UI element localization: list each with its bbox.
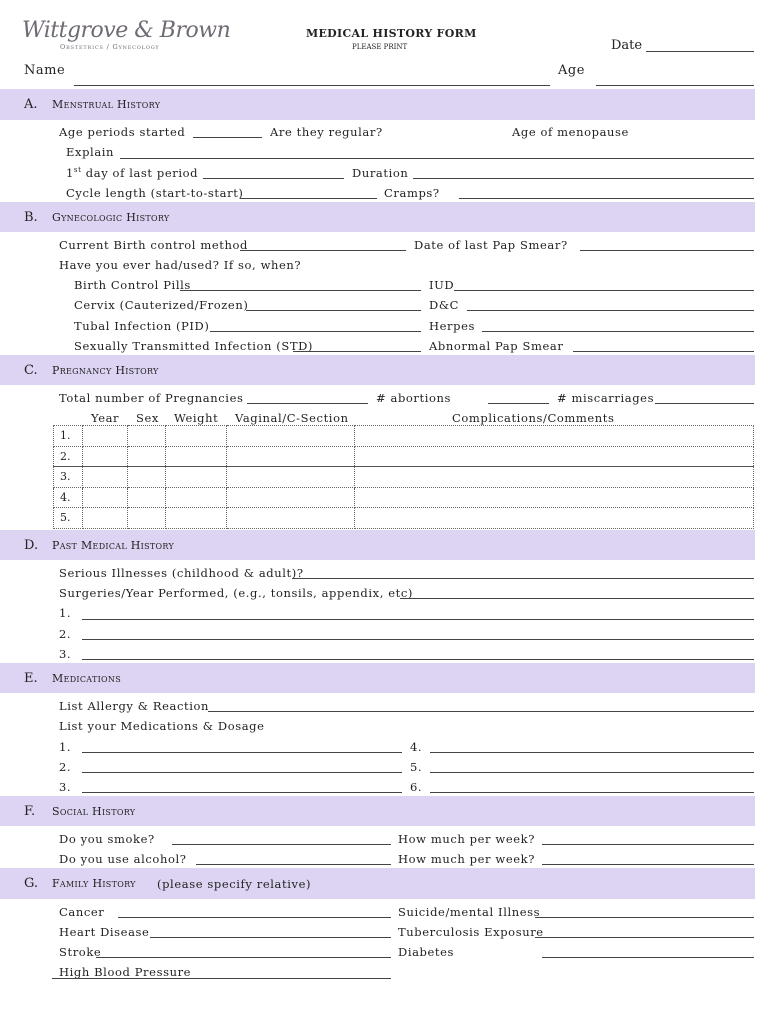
heart-disease-field[interactable]	[150, 937, 391, 938]
section-c-header	[0, 355, 755, 385]
cell-comments[interactable]	[355, 487, 754, 508]
last-period-field[interactable]	[203, 178, 344, 179]
cancer-label: Cancer	[59, 905, 105, 919]
surgery-field-1[interactable]	[82, 619, 754, 620]
explain-label: Explain	[66, 145, 115, 159]
med-num-2: 2.	[59, 760, 72, 774]
row-number: 1.	[54, 426, 83, 447]
last-period-label	[66, 166, 198, 180]
cell-comments[interactable]	[355, 467, 754, 488]
cell-sex[interactable]	[128, 426, 166, 447]
section-title: Medications	[52, 672, 121, 685]
allergy-label: List Allergy & Reaction	[59, 699, 210, 713]
tubal-label: Tubal Infection (PID)	[74, 319, 210, 333]
alcohol-field[interactable]	[196, 864, 391, 865]
med-num-1: 1.	[59, 740, 72, 754]
suicide-label: Suicide/mental Illness	[398, 905, 541, 919]
duration-field[interactable]	[413, 178, 754, 179]
cell-weight[interactable]	[166, 446, 227, 467]
total-pregnancies-field[interactable]	[247, 403, 368, 404]
abortions-field[interactable]	[488, 403, 549, 404]
cell-year[interactable]	[83, 508, 128, 529]
cell-sex[interactable]	[128, 467, 166, 488]
allergy-field[interactable]	[208, 711, 754, 712]
row-number: 5.	[54, 508, 83, 529]
stroke-field[interactable]	[96, 957, 391, 958]
age-field[interactable]	[596, 85, 754, 86]
cycle-length-label: Cycle length (start-to-start)	[66, 186, 244, 200]
section-letter: C.	[24, 363, 38, 378]
row-number: 4.	[54, 487, 83, 508]
med-num-6: 6.	[410, 780, 423, 794]
section-letter: B.	[24, 210, 38, 225]
med-field-2[interactable]	[82, 772, 402, 773]
section-title: Pregnancy History	[52, 364, 159, 377]
last-period-sup: st	[73, 166, 82, 175]
col-delivery: Vaginal/C-Section	[235, 411, 349, 425]
abnormal-pap-field[interactable]	[573, 351, 754, 352]
pregnancy-table	[53, 425, 754, 529]
surgeries-field[interactable]	[400, 598, 754, 599]
section-d-header	[0, 530, 755, 560]
cell-year[interactable]	[83, 467, 128, 488]
med-num-5: 5.	[410, 760, 423, 774]
cell-sex[interactable]	[128, 487, 166, 508]
section-title-note: (please specify relative)	[157, 877, 312, 891]
row-number: 2.	[54, 446, 83, 467]
surgery-num-2: 2.	[59, 627, 72, 641]
name-label: Name	[24, 63, 66, 78]
miscarriages-field[interactable]	[655, 403, 754, 404]
miscarriages-label: # miscarriages	[557, 391, 655, 405]
section-title: Gynecologic History	[52, 211, 170, 224]
alcohol-label: Do you use alcohol?	[59, 852, 187, 866]
tb-label: Tuberculosis Exposure	[398, 925, 544, 939]
surgery-num-3: 3.	[59, 647, 72, 661]
pills-field[interactable]	[180, 290, 421, 291]
col-weight: Weight	[174, 411, 219, 425]
smoke-amount-label: How much per week?	[398, 832, 535, 846]
logo-name: Wittgrove & Brown	[22, 18, 231, 43]
birth-control-field[interactable]	[240, 250, 406, 251]
col-sex: Sex	[136, 411, 159, 425]
cell-delivery[interactable]	[227, 467, 355, 488]
pills-label: Birth Control Pills	[74, 278, 191, 292]
diabetes-label: Diabetes	[398, 945, 455, 959]
cell-year[interactable]	[83, 446, 128, 467]
cell-year[interactable]	[83, 426, 128, 447]
birth-control-label: Current Birth control method	[59, 238, 248, 252]
explain-field[interactable]	[120, 158, 754, 159]
suicide-field[interactable]	[535, 917, 754, 918]
col-year: Year	[91, 411, 120, 425]
cell-delivery[interactable]	[227, 487, 355, 508]
alcohol-amount-field[interactable]	[542, 864, 754, 865]
illnesses-field[interactable]	[292, 578, 754, 579]
section-title: Past Medical History	[52, 539, 175, 552]
dc-label: D&C	[429, 298, 460, 312]
total-pregnancies-label: Total number of Pregnancies	[59, 391, 244, 405]
abnormal-pap-label: Abnormal Pap Smear	[429, 339, 564, 353]
cervix-field[interactable]	[246, 310, 421, 311]
last-period-text: day of last period	[81, 166, 199, 180]
med-num-3: 3.	[59, 780, 72, 794]
last-period-prefix: 1	[66, 166, 74, 180]
have-you-label: Have you ever had/used? If so, when?	[59, 258, 302, 272]
cramps-label: Cramps?	[384, 186, 440, 200]
herpes-field[interactable]	[482, 331, 754, 332]
smoke-label: Do you smoke?	[59, 832, 155, 846]
cell-comments[interactable]	[355, 426, 754, 447]
alcohol-amount-label: How much per week?	[398, 852, 535, 866]
med-field-4[interactable]	[430, 752, 754, 753]
age-label: Age	[558, 63, 585, 78]
abortions-label: # abortions	[376, 391, 452, 405]
std-field[interactable]	[293, 351, 421, 352]
med-field-6[interactable]	[430, 792, 754, 793]
section-a-header	[0, 89, 755, 120]
name-field[interactable]	[74, 85, 550, 86]
tubal-field[interactable]	[210, 331, 421, 332]
cell-weight[interactable]	[166, 467, 227, 488]
section-f-header	[0, 796, 755, 826]
cell-comments[interactable]	[355, 446, 754, 467]
section-title: Menstrual History	[52, 98, 161, 111]
section-letter: G.	[24, 876, 39, 891]
herpes-label: Herpes	[429, 319, 476, 333]
practice-logo	[22, 18, 230, 51]
smoke-field[interactable]	[172, 844, 391, 845]
illnesses-label: Serious Illnesses (childhood & adult)?	[59, 566, 304, 580]
last-pap-field[interactable]	[580, 250, 754, 251]
medications-label: List your Medications & Dosage	[59, 719, 265, 733]
iud-field[interactable]	[454, 290, 754, 291]
cell-delivery[interactable]	[227, 426, 355, 447]
blood-pressure-field[interactable]	[52, 978, 391, 979]
form-title: MEDICAL HISTORY FORM	[306, 27, 477, 40]
cell-weight[interactable]	[166, 487, 227, 508]
logo-tagline: Obstetrics / Gynecology	[60, 43, 160, 51]
cell-weight[interactable]	[166, 508, 227, 529]
tb-field[interactable]	[535, 937, 754, 938]
cervix-label: Cervix (Cauterized/Frozen)	[74, 298, 249, 312]
duration-label: Duration	[352, 166, 409, 180]
section-title: Family History	[52, 877, 136, 890]
cycle-length-field[interactable]	[240, 198, 377, 199]
regular-label: Are they regular?	[270, 125, 383, 139]
surgeries-label: Surgeries/Year Performed, (e.g., tonsils, appendix, etc)	[59, 586, 413, 600]
section-title: Social History	[52, 805, 136, 818]
date-field[interactable]	[646, 51, 754, 52]
med-field-5[interactable]	[430, 772, 754, 773]
section-letter: A.	[24, 97, 38, 112]
surgery-field-3[interactable]	[82, 659, 754, 660]
med-field-1[interactable]	[82, 752, 402, 753]
stroke-label: Stroke	[59, 945, 102, 959]
cell-sex[interactable]	[128, 446, 166, 467]
section-letter: D.	[24, 538, 39, 553]
section-letter: E.	[24, 671, 38, 686]
cramps-field[interactable]	[459, 198, 754, 199]
menopause-label: Age of menopause	[512, 125, 629, 139]
std-label: Sexually Transmitted Infection (STD)	[74, 339, 313, 353]
smoke-amount-field[interactable]	[542, 844, 754, 845]
section-g-header	[0, 868, 755, 899]
surgery-num-1: 1.	[59, 606, 72, 620]
table-row	[54, 487, 754, 508]
med-field-3[interactable]	[82, 792, 402, 793]
cell-year[interactable]	[83, 487, 128, 508]
age-periods-field[interactable]	[193, 137, 262, 138]
iud-label: IUD	[429, 278, 455, 292]
cell-comments[interactable]	[355, 508, 754, 529]
date-label: Date	[611, 38, 643, 53]
cell-weight[interactable]	[166, 426, 227, 447]
section-e-header	[0, 663, 755, 693]
section-letter: F.	[24, 804, 36, 819]
blood-pressure-label: High Blood Pressure	[59, 965, 192, 979]
table-row	[54, 508, 754, 529]
age-periods-label: Age periods started	[59, 125, 186, 139]
cell-sex[interactable]	[128, 508, 166, 529]
table-row	[54, 467, 754, 488]
surgery-field-2[interactable]	[82, 639, 754, 640]
med-num-4: 4.	[410, 740, 423, 754]
table-row	[54, 446, 754, 467]
last-pap-label: Date of last Pap Smear?	[414, 238, 568, 252]
heart-disease-label: Heart Disease	[59, 925, 150, 939]
section-b-header	[0, 202, 755, 232]
form-subtitle: PLEASE PRINT	[352, 43, 408, 51]
dc-field[interactable]	[467, 310, 754, 311]
cell-delivery[interactable]	[227, 446, 355, 467]
cell-delivery[interactable]	[227, 508, 355, 529]
col-comments: Complications/Comments	[452, 411, 615, 425]
diabetes-field[interactable]	[542, 957, 754, 958]
table-row	[54, 426, 754, 447]
row-number: 3.	[54, 467, 83, 488]
cancer-field[interactable]	[118, 917, 391, 918]
